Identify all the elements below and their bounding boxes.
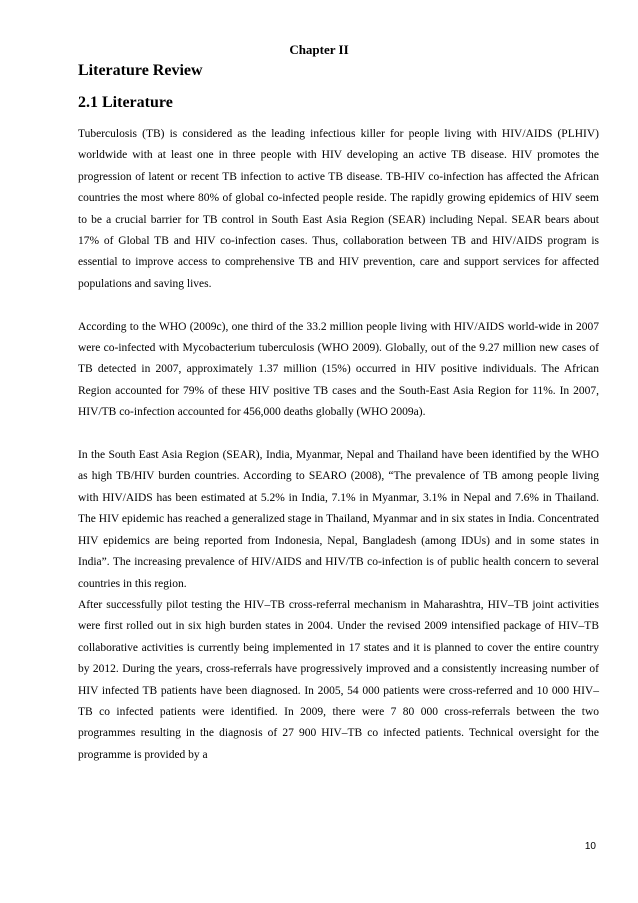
body-text [78, 124, 599, 766]
subsection-heading: 2.1 Literature [78, 94, 173, 111]
page-number: 10 [584, 841, 596, 852]
paragraph-1: Tuberculosis (TB) is considered as the leading infectious killer for people living with HIV/AIDS (PLHIV) worldwide with at least one in three people with HIV developing an active TB disease. HIV promotes the progression of latent or recent TB infection to active TB disease. TB-HIV co-infection has affected the African countries the most where 80% of global co-infected people reside. The rapidly growing epidemics of HIV seem to be a crucial barrier for TB control in South East Asia Region (SEAR) including Nepal. SEAR bears about 17% of Global TB and HIV co-infection cases. Thus, collaboration between TB and HIV/AIDS program is essential to improve access to comprehensive TB and HIV prevention, care and support services for affected populations and saving lives. [78, 128, 599, 290]
paragraph-4: After successfully pilot testing the HIV–TB cross-referral mechanism in Maharashtra, HIV–TB joint activities were first rolled out in six high burden states in 2004. Under the revised 2009 intensified package of HIV–TB collaborative activities is currently being implemented in 17 states and it is planned to cover the entire country by 2012. During the years, cross-referrals have progressively improved and a consistently increasing number of HIV infected TB patients have been diagnosed. In 2005, 54 000 patients were cross-referred and 10 000 HIV–TB co infected patients were identified. In 2009, there were 7 80 000 cross-referrals between the two programmes resulting in the diagnosis of 27 900 HIV–TB co infected patients. Technical oversight for the programme is provided by a [78, 598, 599, 761]
paragraph-gap [78, 295, 599, 316]
section-heading: Literature Review [78, 62, 203, 79]
paragraph-gap [78, 424, 599, 445]
paragraph-2: According to the WHO (2009c), one third of the 33.2 million people living with HIV/AIDS world-wide in 2007 were co-infected with Mycobacterium tuberculosis (WHO 2009). Globally, out of the 9.27 million new cases of TB detected in 2007, approximately 1.37 million (15%) occurred in HIV positive individuals. The African Region accounted for 79% of these HIV positive TB cases and the South-East Asia Region for 11%. In 2007, HIV/TB co-infection accounted for 456,000 deaths globally (WHO 2009a). [78, 320, 599, 419]
chapter-label: Chapter II [289, 42, 349, 57]
paragraph-3: In the South East Asia Region (SEAR), India, Myanmar, Nepal and Thailand have been identified by the WHO as high TB/HIV burden countries. According to SEARO (2008), “The prevalence of TB among people living with HIV/AIDS has been estimated at 5.2% in India, 7.1% in Myanmar, 3.1% in Nepal and 7.6% in Thailand. The HIV epidemic has reached a generalized stage in Thailand, Myanmar and in six states in India. Concentrated HIV epidemics are being reported from Indonesia, Nepal, Bangladesh (among IDUs) and in some states in India”. The increasing prevalence of HIV/AIDS and HIV/TB co-infection is of public health concern to several countries in this region. [78, 449, 599, 590]
